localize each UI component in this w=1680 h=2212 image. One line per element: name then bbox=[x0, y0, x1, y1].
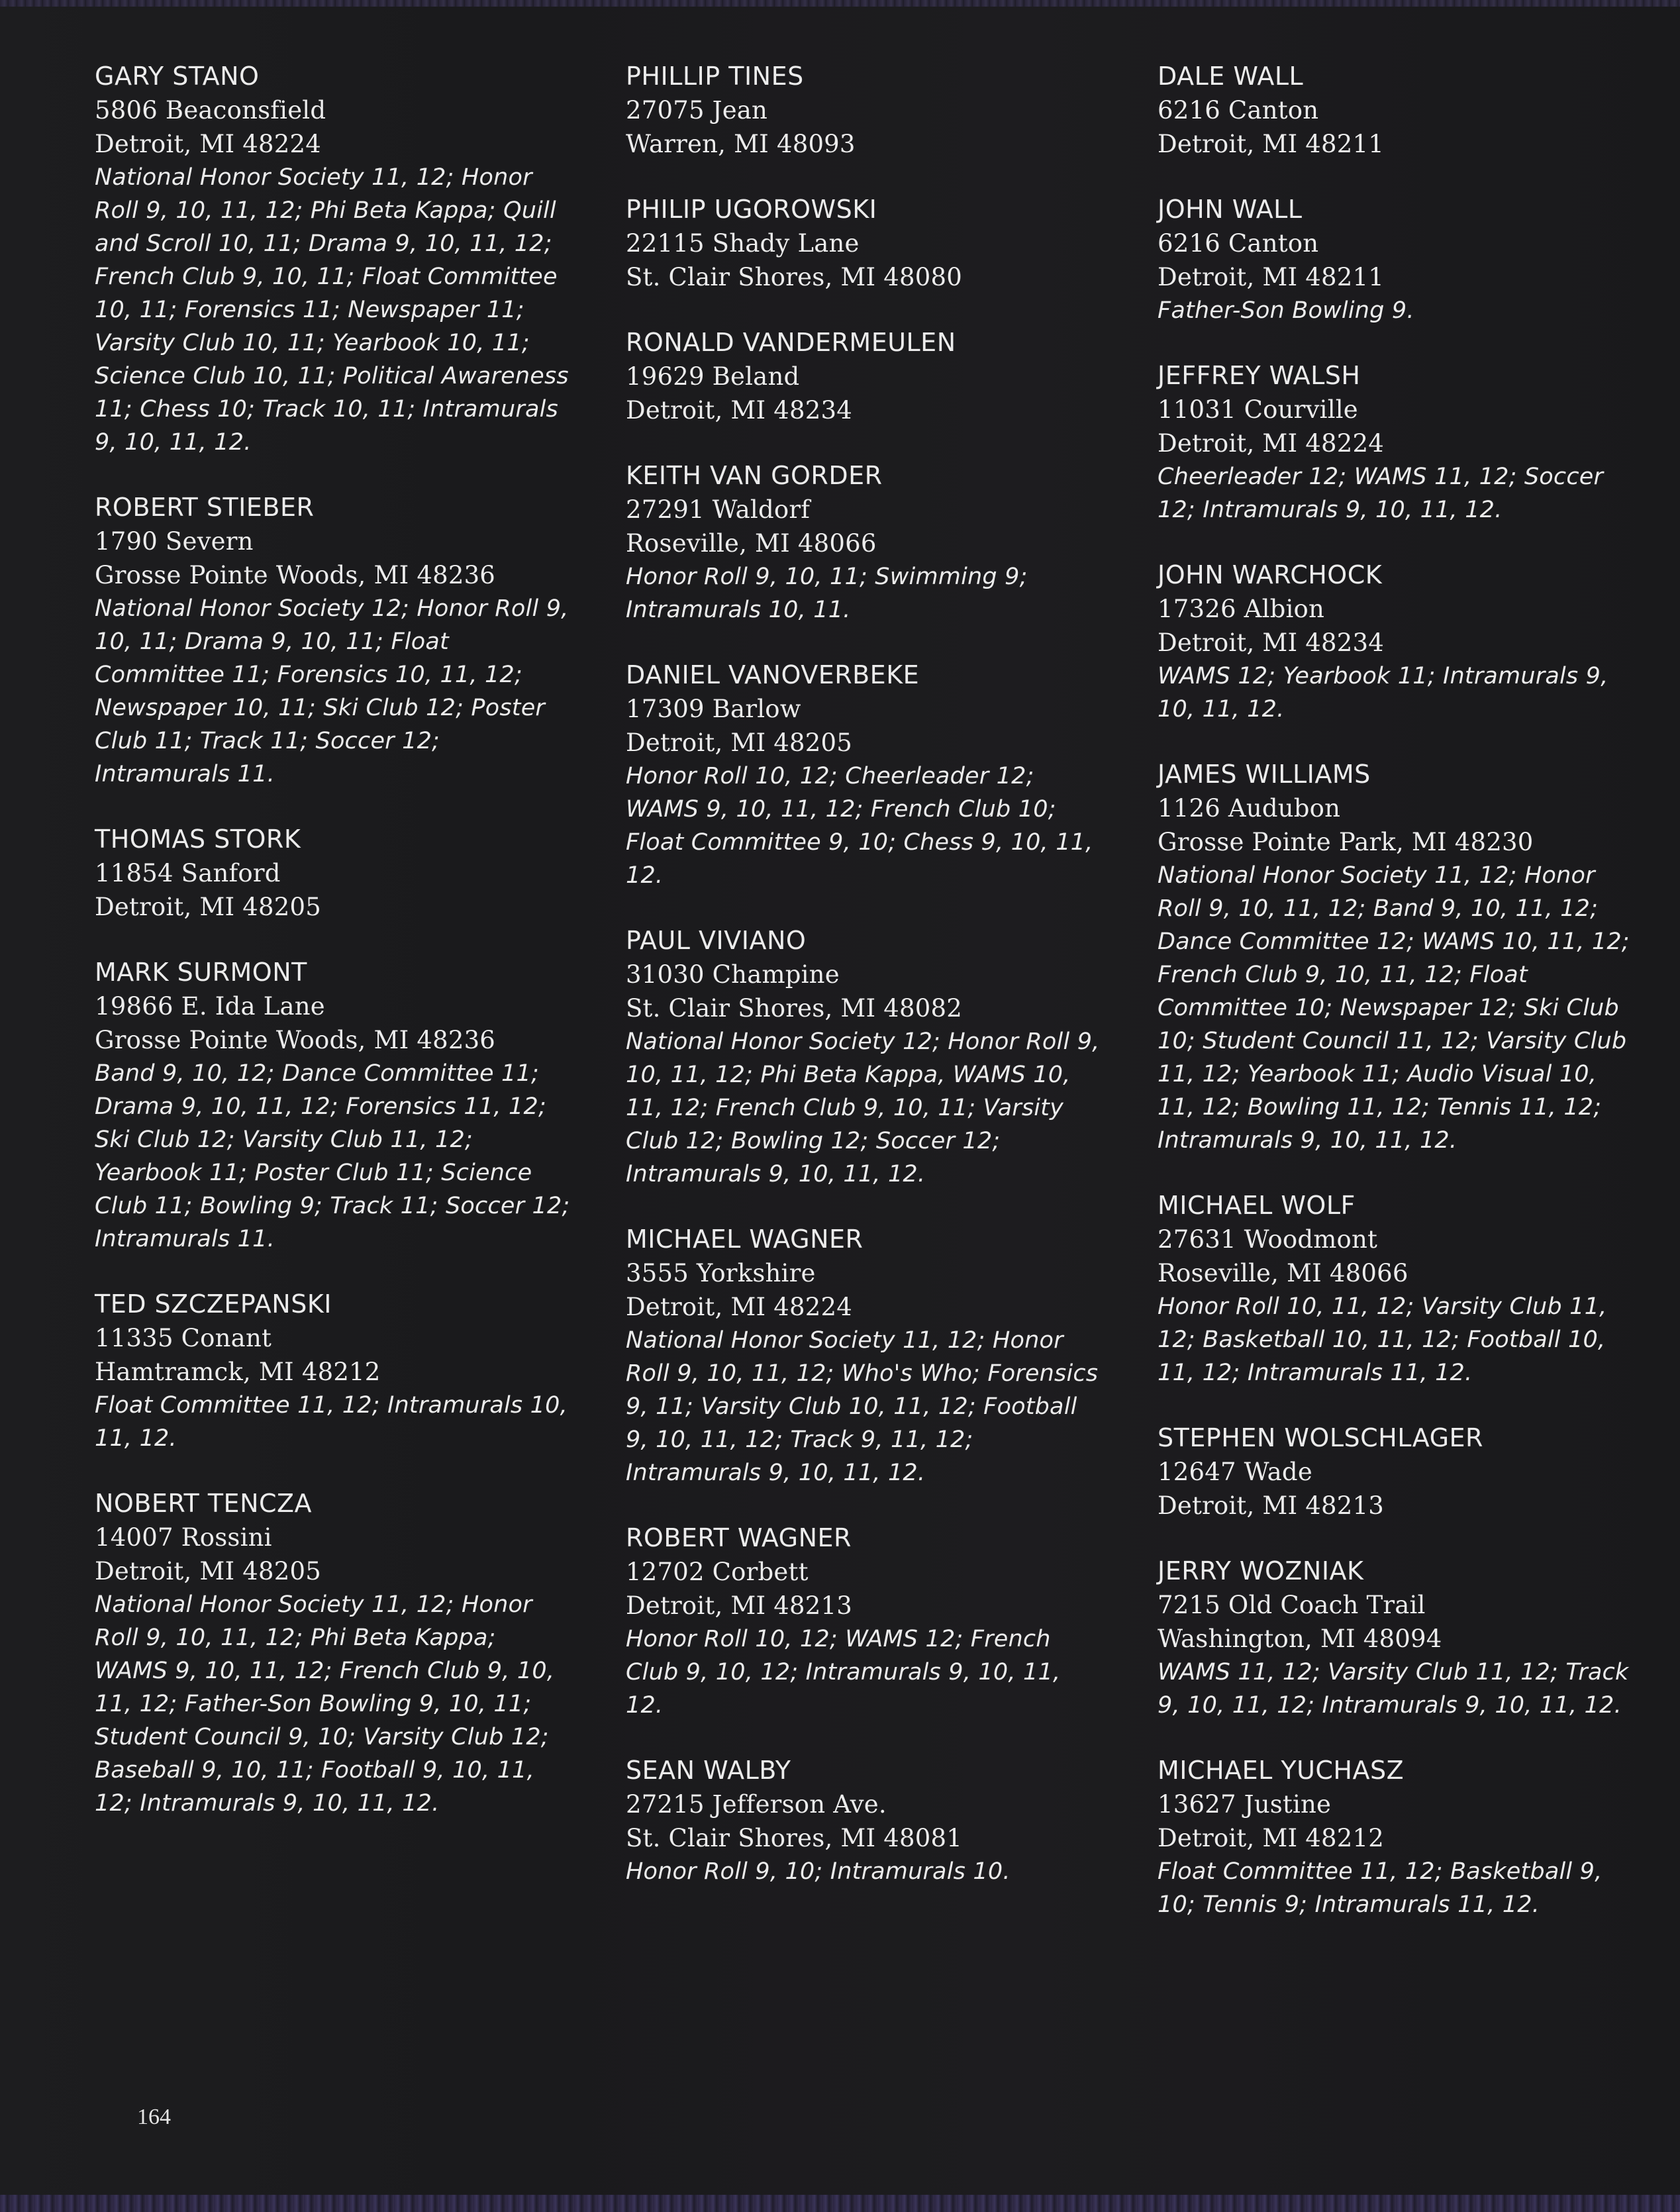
city-state-zip: Detroit, MI 48224 bbox=[95, 130, 321, 158]
directory-column-1 bbox=[95, 60, 585, 1852]
street-address: 19629 Beland bbox=[626, 362, 800, 391]
student-entry bbox=[626, 1223, 1116, 1489]
student-entry bbox=[626, 326, 1116, 427]
student-name: RONALD VANDERMEULEN bbox=[626, 328, 956, 357]
activities-list: National Honor Society 11, 12; Honor Roll 9, 10, 11, 12; Phi Beta Kappa; WAMS 9, 10, 11, 12; French Club 9, 10, 11, 12; Father-Son Bowling 9, 10, 11; Student Council 9, 10; Varsity Club 12; Baseball 9, 10, 11; Football 9, 10, 11, 12; Intramurals 9, 10, 11, 12. bbox=[95, 1591, 555, 1817]
street-address: 1126 Audubon bbox=[1158, 794, 1341, 823]
city-state-zip: Detroit, MI 48211 bbox=[1158, 130, 1384, 158]
city-state-zip: St. Clair Shores, MI 48080 bbox=[626, 263, 962, 291]
activities-list: Band 9, 10, 12; Dance Committee 11; Drama 9, 10, 11, 12; Forensics 11, 12; Ski Club 12; Varsity Club 11, 12; Yearbook 11; Poster Club 11; Science Club 11; Bowling 9; Track 11; Soccer 12; Intramurals 11. bbox=[95, 1060, 570, 1252]
student-entry bbox=[1158, 1189, 1648, 1389]
street-address: 6216 Canton bbox=[1158, 229, 1319, 258]
student-entry bbox=[1158, 1421, 1648, 1523]
street-address: 19866 E. Ida Lane bbox=[95, 992, 325, 1021]
student-entry bbox=[626, 658, 1116, 892]
street-address: 27075 Jean bbox=[626, 96, 768, 125]
student-name: DALE WALL bbox=[1158, 62, 1304, 91]
page-number: 164 bbox=[137, 2105, 171, 2129]
student-name: PHILIP UGOROWSKI bbox=[626, 195, 877, 224]
street-address: 11335 Conant bbox=[95, 1324, 272, 1352]
student-entry bbox=[95, 956, 585, 1256]
student-entry bbox=[1158, 60, 1648, 161]
student-entry bbox=[1158, 1754, 1648, 1921]
scan-edge-top bbox=[0, 0, 1680, 7]
city-state-zip: Detroit, MI 48211 bbox=[1158, 263, 1384, 291]
activities-list: Honor Roll 9, 10; Intramurals 10. bbox=[626, 1858, 1011, 1885]
student-name: KEITH VAN GORDER bbox=[626, 461, 883, 490]
student-name: MICHAEL WOLF bbox=[1158, 1191, 1356, 1220]
activities-list: Honor Roll 10, 11, 12; Varsity Club 11, 12; Basketball 10, 11, 12; Football 10, 11, 12; Intramurals 11, 12. bbox=[1158, 1293, 1607, 1386]
city-state-zip: Detroit, MI 48224 bbox=[626, 1293, 852, 1321]
city-state-zip: Detroit, MI 48213 bbox=[1158, 1491, 1384, 1520]
student-name: MARK SURMONT bbox=[95, 958, 307, 987]
student-entry bbox=[626, 193, 1116, 294]
city-state-zip: Detroit, MI 48224 bbox=[1158, 429, 1384, 458]
student-entry bbox=[95, 1487, 585, 1820]
street-address: 27215 Jefferson Ave. bbox=[626, 1790, 887, 1819]
student-entry bbox=[626, 1521, 1116, 1722]
city-state-zip: Warren, MI 48093 bbox=[626, 130, 856, 158]
student-name: DANIEL VANOVERBEKE bbox=[626, 660, 920, 689]
city-state-zip: Roseville, MI 48066 bbox=[626, 529, 877, 558]
student-entry bbox=[1158, 558, 1648, 726]
student-entry bbox=[1158, 1554, 1648, 1722]
street-address: 13627 Justine bbox=[1158, 1790, 1332, 1819]
city-state-zip: Washington, MI 48094 bbox=[1158, 1625, 1442, 1653]
student-name: JOHN WARCHOCK bbox=[1158, 560, 1383, 589]
activities-list: WAMS 12; Yearbook 11; Intramurals 9, 10, 11, 12. bbox=[1158, 663, 1608, 723]
activities-list: National Honor Society 11, 12; Honor Roll 9, 10, 11, 12; Who's Who; Forensics 9, 11; Varsity Club 10, 11, 12; Football 9, 10, 11, 12; Track 9, 11, 12; Intramurals 9, 10, 11, 12. bbox=[626, 1327, 1099, 1486]
activities-list: WAMS 11, 12; Varsity Club 11, 12; Track 9, 10, 11, 12; Intramurals 9, 10, 11, 12. bbox=[1158, 1659, 1629, 1719]
student-entry bbox=[1158, 193, 1648, 327]
student-entry bbox=[95, 1287, 585, 1455]
student-name: ROBERT STIEBER bbox=[95, 493, 315, 522]
city-state-zip: Grosse Pointe Woods, MI 48236 bbox=[95, 1026, 496, 1054]
activities-list: Float Committee 11, 12; Intramurals 10, 11, 12. bbox=[95, 1392, 568, 1452]
student-entry bbox=[626, 924, 1116, 1191]
street-address: 27631 Woodmont bbox=[1158, 1225, 1378, 1254]
city-state-zip: Detroit, MI 48213 bbox=[626, 1591, 852, 1620]
city-state-zip: Detroit, MI 48212 bbox=[1158, 1824, 1384, 1852]
city-state-zip: St. Clair Shores, MI 48082 bbox=[626, 994, 962, 1023]
activities-list: Honor Roll 10, 12; Cheerleader 12; WAMS 9, 10, 11, 12; French Club 10; Float Committee 9, 10; Chess 9, 10, 11, 12. bbox=[626, 763, 1093, 889]
student-name: SEAN WALBY bbox=[626, 1756, 791, 1785]
city-state-zip: Detroit, MI 48205 bbox=[626, 729, 852, 757]
directory-column-3 bbox=[1158, 60, 1648, 1953]
street-address: 5806 Beaconsfield bbox=[95, 96, 326, 125]
student-name: NOBERT TENCZA bbox=[95, 1489, 313, 1518]
activities-list: National Honor Society 12; Honor Roll 9, 10, 11, 12; Phi Beta Kappa, WAMS 10, 11, 12; French Club 9, 10, 11; Varsity Club 12; Bowling 12; Soccer 12; Intramurals 9, 10, 11, 12. bbox=[626, 1029, 1100, 1187]
street-address: 12702 Corbett bbox=[626, 1558, 809, 1586]
city-state-zip: St. Clair Shores, MI 48081 bbox=[626, 1824, 962, 1852]
city-state-zip: Hamtramck, MI 48212 bbox=[95, 1358, 381, 1386]
student-name: JAMES WILLIAMS bbox=[1158, 760, 1371, 789]
student-entry bbox=[626, 60, 1116, 161]
activities-list: Honor Roll 9, 10, 11; Swimming 9; Intramurals 10, 11. bbox=[626, 564, 1028, 623]
student-name: JOHN WALL bbox=[1158, 195, 1303, 224]
student-name: STEPHEN WOLSCHLAGER bbox=[1158, 1423, 1483, 1452]
student-name: PAUL VIVIANO bbox=[626, 926, 807, 955]
street-address: 1790 Severn bbox=[95, 527, 254, 556]
student-name: TED SZCZEPANSKI bbox=[95, 1289, 332, 1319]
street-address: 12647 Wade bbox=[1158, 1458, 1312, 1486]
street-address: 11854 Sanford bbox=[95, 859, 281, 887]
street-address: 11031 Courville bbox=[1158, 395, 1358, 424]
city-state-zip: Grosse Pointe Park, MI 48230 bbox=[1158, 828, 1534, 856]
student-name: MICHAEL YUCHASZ bbox=[1158, 1756, 1405, 1785]
street-address: 6216 Canton bbox=[1158, 96, 1319, 125]
city-state-zip: Detroit, MI 48205 bbox=[95, 893, 321, 921]
activities-list: National Honor Society 11, 12; Honor Roll 9, 10, 11, 12; Band 9, 10, 11, 12; Dance Committee 12; WAMS 10, 11, 12; French Club 9, 10, 11, 12; Float Committee 10; Newspaper 12; Ski Club 10; Student Council 11, 12; Varsity Club 11, 12; Yearbook 11; Audio Visual 10, 11, 12; Bowling 11, 12; Tennis 11, 12; Intramurals 9, 10, 11, 12. bbox=[1158, 862, 1630, 1154]
student-entry bbox=[626, 459, 1116, 627]
activities-list: Father-Son Bowling 9. bbox=[1158, 297, 1414, 324]
student-name: JERRY WOZNIAK bbox=[1158, 1556, 1364, 1585]
student-name: THOMAS STORK bbox=[95, 825, 301, 854]
student-entry bbox=[626, 1754, 1116, 1888]
city-state-zip: Detroit, MI 48234 bbox=[1158, 628, 1384, 657]
street-address: 22115 Shady Lane bbox=[626, 229, 860, 258]
activities-list: National Honor Society 11, 12; Honor Roll 9, 10, 11, 12; Phi Beta Kappa; Quill and Scroll 10, 11; Drama 9, 10, 11, 12; French Club 9, 10, 11; Float Committee 10, 11; Forensics 11; Newspaper 11; Varsity Club 10, 11; Yearbook 10, 11; Science Club 10, 11; Political Awareness 11; Chess 10; Track 10, 11; Intramurals 9, 10, 11, 12. bbox=[95, 164, 569, 456]
activities-list: Float Committee 11, 12; Basketball 9, 10; Tennis 9; Intramurals 11, 12. bbox=[1158, 1858, 1603, 1918]
street-address: 27291 Waldorf bbox=[626, 495, 811, 524]
street-address: 17326 Albion bbox=[1158, 595, 1325, 623]
student-entry bbox=[95, 60, 585, 459]
street-address: 31030 Champine bbox=[626, 960, 840, 989]
student-name: PHILLIP TINES bbox=[626, 62, 804, 91]
student-name: MICHAEL WAGNER bbox=[626, 1225, 864, 1254]
scan-edge-bottom bbox=[0, 2195, 1680, 2212]
student-name: ROBERT WAGNER bbox=[626, 1523, 852, 1552]
activities-list: National Honor Society 12; Honor Roll 9, 10, 11; Drama 9, 10, 11; Float Committee 11; Forensics 10, 11, 12; Newspaper 10, 11; Ski Club 12; Poster Club 11; Track 11; Soccer 12; Intramurals 11. bbox=[95, 595, 569, 787]
city-state-zip: Roseville, MI 48066 bbox=[1158, 1259, 1408, 1287]
student-entry bbox=[1158, 359, 1648, 527]
street-address: 17309 Barlow bbox=[626, 695, 801, 723]
student-name: JEFFREY WALSH bbox=[1158, 361, 1361, 390]
student-entry bbox=[1158, 758, 1648, 1157]
student-name: GARY STANO bbox=[95, 62, 260, 91]
street-address: 3555 Yorkshire bbox=[626, 1259, 816, 1287]
activities-list: Cheerleader 12; WAMS 11, 12; Soccer 12; Intramurals 9, 10, 11, 12. bbox=[1158, 464, 1604, 523]
student-entry bbox=[95, 823, 585, 924]
street-address: 14007 Rossini bbox=[95, 1523, 272, 1552]
city-state-zip: Grosse Pointe Woods, MI 48236 bbox=[95, 561, 496, 589]
student-entry bbox=[95, 491, 585, 791]
city-state-zip: Detroit, MI 48234 bbox=[626, 396, 852, 425]
directory-column-2 bbox=[626, 60, 1116, 1920]
activities-list: Honor Roll 10, 12; WAMS 12; French Club 9, 10, 12; Intramurals 9, 10, 11, 12. bbox=[626, 1626, 1061, 1719]
city-state-zip: Detroit, MI 48205 bbox=[95, 1557, 321, 1585]
street-address: 7215 Old Coach Trail bbox=[1158, 1591, 1426, 1619]
